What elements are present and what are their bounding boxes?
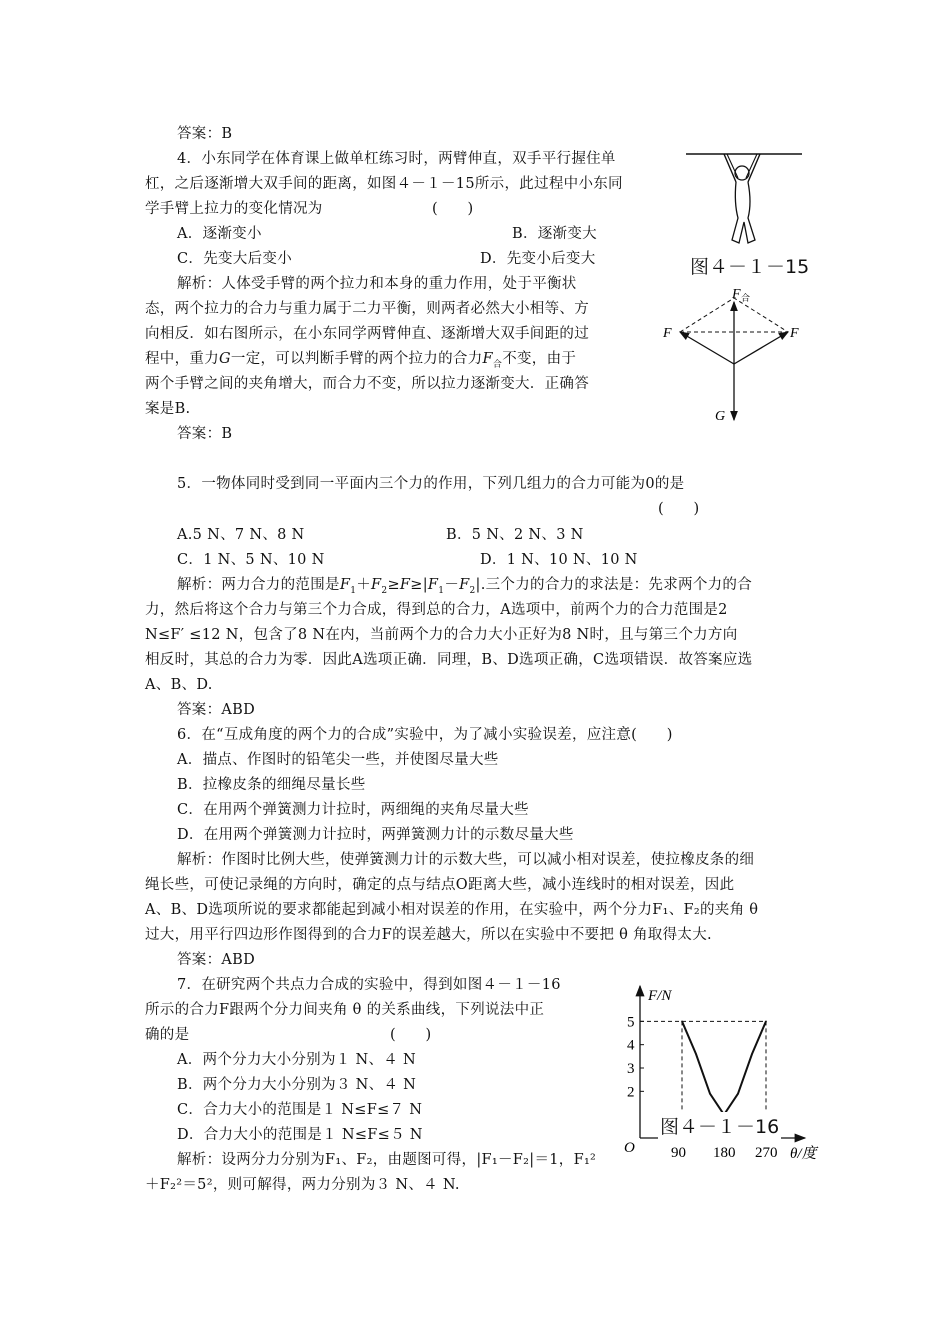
q6-answer: 答案：ABD (177, 952, 256, 968)
data-point (681, 1021, 683, 1023)
q4-explanation-5: 两个手臂之间的夹角增大，而合力不变，所以拉力逐渐变大．正确答 (145, 376, 589, 392)
q7-stem-line-3: 确的是 (145, 1027, 190, 1043)
data-point (695, 1053, 697, 1055)
y-axis-label: F/N (648, 988, 672, 1004)
q4-explanation-3: 向相反．如右图所示，在小东同学两臂伸直、逐渐增大双手间距的过 (145, 326, 589, 342)
y-tick-label: 5 (627, 1014, 635, 1031)
q5-answer: 答案：ABD (177, 702, 256, 718)
q4-stem-line-3: 学手臂上拉力的变化情况为 (145, 201, 323, 217)
data-point (737, 1093, 739, 1095)
q5-explanation-1: 解析：两力合力的范围是$F_1+F_2\ge F\ge|F_1-F_2|$.三个力的合力的求法是：先求两个力的合 (177, 577, 753, 596)
q6-stem: 6．在“互成角度的两个力的合成”实验中，为了减小实验误差，应注意( ) (177, 727, 673, 743)
q7-option-b: B．两个分力大小分别为３ N、４ N (177, 1077, 417, 1093)
y-tick-label: 4 (627, 1037, 635, 1054)
figure-4-1-15 (684, 148, 808, 250)
q7-paren: ( ) (390, 1027, 432, 1043)
label-f-right: F (790, 326, 799, 341)
force-diagram (660, 284, 820, 426)
label-he-subscript: 合 (741, 293, 751, 303)
q7-explanation-2: ＋F₂²＝5²，则可解得，两力分别为３ N、４ N. (145, 1177, 460, 1193)
q4-explanation-4: 程中，重力G一定，可以判断手臂的两个拉力的合力$F_合$不变，由于 (145, 351, 577, 370)
x-tick-label: 90 (671, 1145, 686, 1161)
q6-option-a: A．描点、作图时的铅笔尖一些，并使图尽量大些 (177, 752, 499, 768)
series-line (682, 1021, 766, 1114)
q7-option-d: D．合力大小的范围是１ N≤F≤５ N (177, 1127, 423, 1143)
q5-explanation-5: A、B、D. (145, 677, 213, 693)
label-f-left: F (663, 326, 672, 341)
q4-option-b: B．逐渐变大 (512, 226, 597, 242)
q4-answer: 答案：B (177, 426, 233, 442)
q3-answer: 答案：B (177, 126, 233, 142)
q6-explanation-4: 过大，用平行四边形作图得到的合力F的误差越大，所以在实验中不要把 θ 角取得太大. (145, 927, 712, 943)
q6-explanation-2: 绳长些，可使记录绳的方向时，确定的点与结点O距离大些，减小连线时的相对误差，因此 (145, 877, 735, 893)
data-point (765, 1021, 767, 1023)
q7-explanation-1: 解析：设两分力分别为F₁、F₂，由题图可得，|F₁－F₂|＝1，F₁² (177, 1152, 597, 1168)
q4-option-d: D．先变小后变大 (480, 251, 596, 267)
q6-option-d: D．在用两个弹簧测力计拉时，两弹簧测力计的示数尽量大些 (177, 827, 574, 843)
label-f-resultant: F (732, 287, 741, 302)
q7-option-a: A．两个分力大小分别为１ N、４ N (177, 1052, 416, 1068)
q4-explanation-6: 案是B. (145, 401, 191, 417)
x-tick-label: 270 (755, 1145, 778, 1161)
q7-stem-line-1: 7．在研究两个共点力合成的实验中，得到如图４－１－16 (177, 977, 561, 993)
q6-option-c: C．在用两个弹簧测力计拉时，两细绳的夹角尽量大些 (177, 802, 529, 818)
q6-option-b: B．拉橡皮条的细绳尽量长些 (177, 777, 366, 793)
q5-option-b: B．5 N、2 N、3 N (446, 527, 584, 543)
q4-paren: ( ) (432, 201, 474, 217)
q5-explanation-4: 相反时，其总的合力为零．因此A选项正确．同理，B、D选项正确，C选项错误．故答案应选 (145, 652, 753, 668)
q7-option-c: C．合力大小的范围是１ N≤F≤７ N (177, 1102, 423, 1118)
q6-explanation-1: 解析：作图时比例大些，使弹簧测力计的示数大些，可以减小相对误差，使拉橡皮条的细 (177, 852, 755, 868)
x-tick-label: 180 (713, 1145, 736, 1161)
data-point (751, 1053, 753, 1055)
q7-figure-caption: 图４－１－16 (658, 1112, 781, 1139)
q4-stem-line-2: 杠，之后逐渐增大双手间的距离，如图４－１－15所示，此过程中小东同 (145, 176, 623, 192)
q4-figure-caption: 图４－１－15 (690, 256, 810, 278)
y-tick-label: 3 (627, 1061, 635, 1077)
data-point (709, 1093, 711, 1095)
origin-label: O (624, 1140, 635, 1156)
q5-explanation-2: 力，然后将这个合力与第三个力合成，得到总的合力，A选项中，前两个力的合力范围是2 (145, 602, 728, 618)
chart-f-vs-theta (620, 978, 820, 1168)
q6-explanation-3: A、B、D选项所说的要求都能起到减小相对误差的作用，在实验中，两个分力F₁、F₂的夹角 θ (145, 902, 759, 918)
q4-option-a: A．逐渐变小 (177, 226, 262, 242)
q4-explanation-1: 解析：人体受手臂的两个拉力和本身的重力作用，处于平衡状 (177, 276, 577, 292)
q5-option-c: C．1 N、5 N、10 N (177, 552, 325, 568)
x-axis-label: θ/度 (790, 1146, 817, 1162)
q5-explanation-3: N≤F′ ≤12 N，包含了8 N在内，当前两个力的合力大小正好为8 N时，且与第三个力方向 (145, 627, 738, 643)
q5-paren: ( ) (658, 501, 700, 517)
q5-option-a: A.5 N、7 N、8 N (177, 527, 305, 543)
q4-stem-line-1: 4．小东同学在体育课上做单杠练习时，两臂伸直，双手平行握住单 (177, 151, 616, 167)
label-g: G (715, 409, 726, 424)
q4-option-c: C．先变大后变小 (177, 251, 292, 267)
q4-explanation-2: 态，两个拉力的合力与重力属于二力平衡，则两者必然大小相等、方 (145, 301, 589, 317)
q5-option-d: D．1 N、10 N、10 N (480, 552, 638, 568)
q5-stem: 5．一物体同时受到同一平面内三个力的作用，下列几组力的合力可能为0的是 (177, 476, 685, 492)
y-tick-label: 2 (627, 1084, 635, 1101)
q7-stem-line-2: 所示的合力F跟两个分力间夹角 θ 的关系曲线，下列说法中正 (145, 1002, 545, 1018)
